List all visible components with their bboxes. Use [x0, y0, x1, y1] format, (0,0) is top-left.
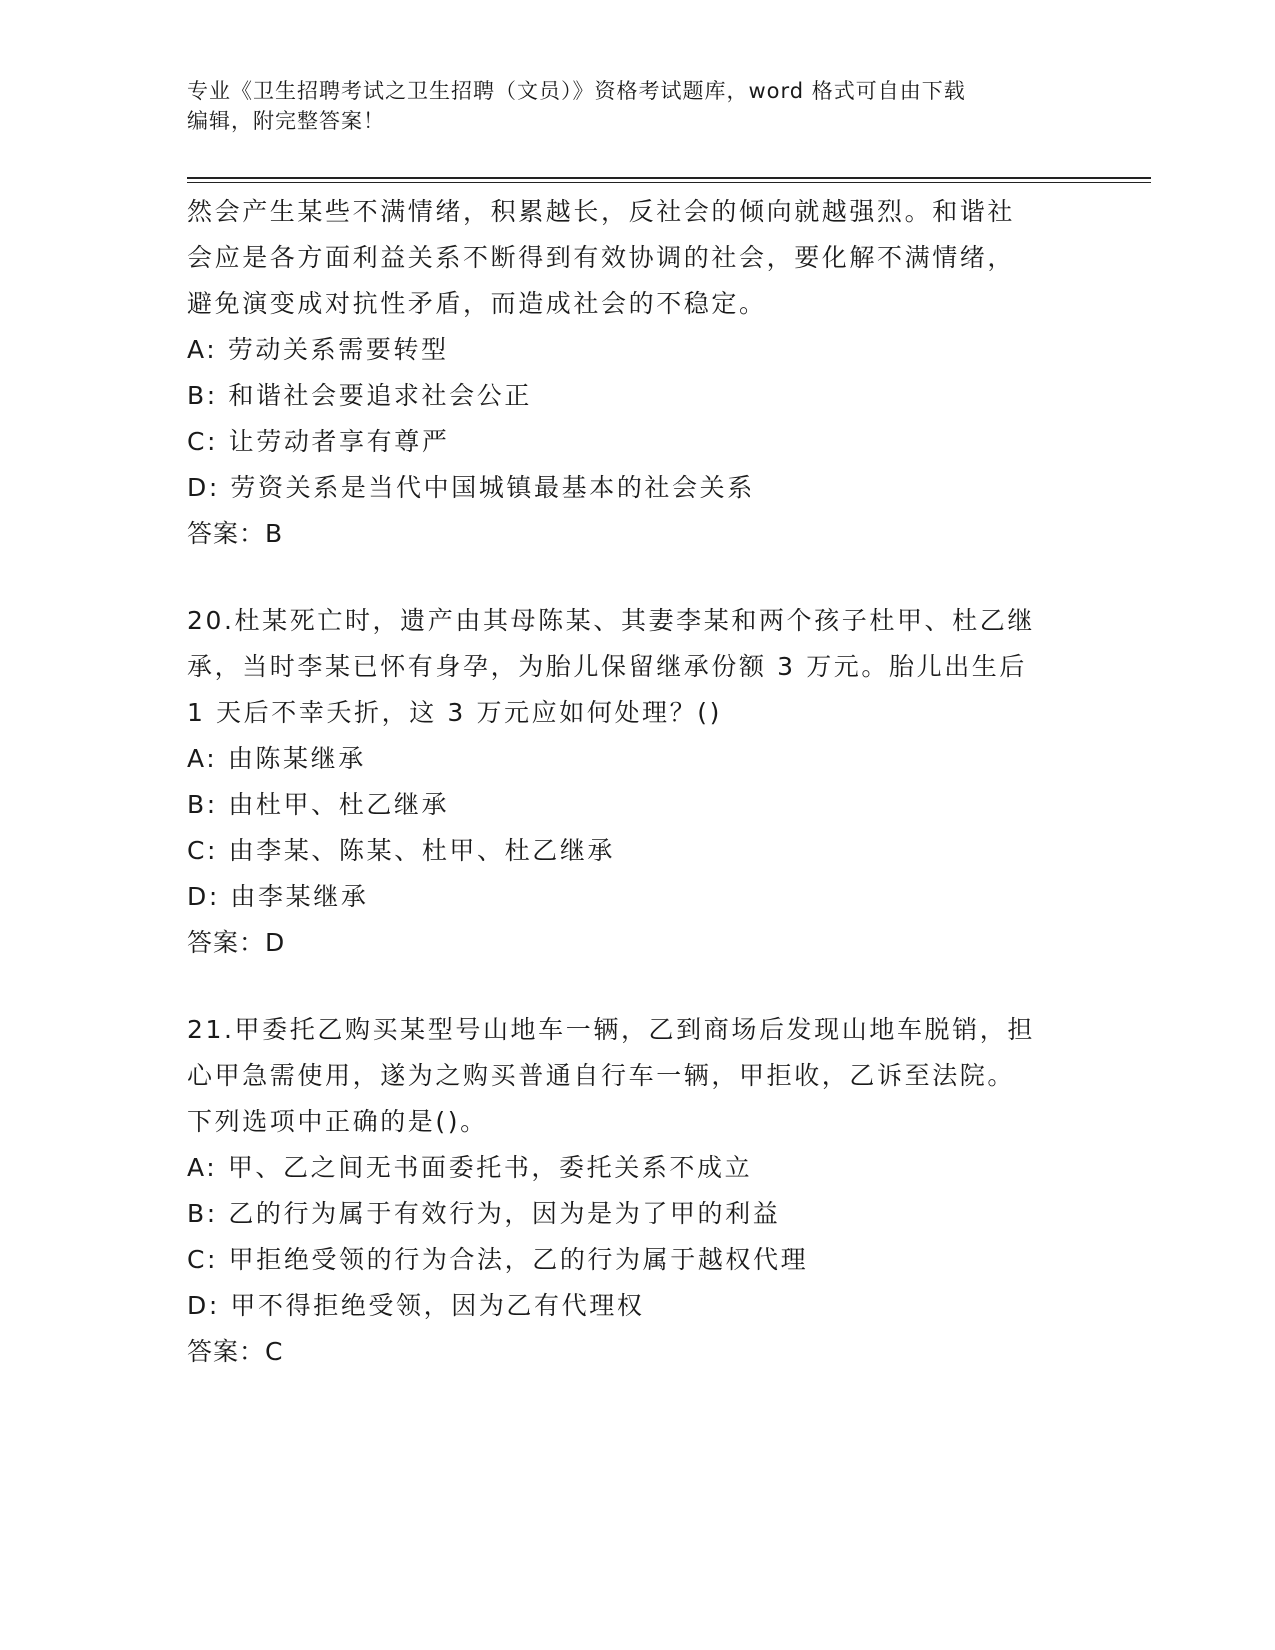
question-stem-line: 会应是各方面利益关系不断得到有效协调的社会，要化解不满情绪， — [187, 243, 1016, 272]
option-a: A: 劳动关系需要转型 — [187, 335, 449, 364]
question-stem-line: 避免演变成对抗性矛盾，而造成社会的不稳定。 — [187, 289, 767, 318]
option-b: B: 和谐社会要追求社会公正 — [187, 381, 532, 410]
option-c: C: 甲拒绝受领的行为合法，乙的行为属于越权代理 — [187, 1245, 809, 1274]
option-c: C: 由李某、陈某、杜甲、杜乙继承 — [187, 836, 616, 865]
header-line-2: 编辑，附完整答案！ — [187, 109, 385, 133]
question-spacer — [187, 966, 1107, 1007]
option-d: D: 由李某继承 — [187, 882, 369, 911]
option-c: C: 让劳动者享有尊严 — [187, 427, 450, 456]
question-stem-line: 20.杜某死亡时，遗产由其母陈某、其妻李某和两个孩子杜甲、杜乙继 — [187, 606, 1035, 635]
question-stem-line: 21.甲委托乙购买某型号山地车一辆，乙到商场后发现山地车脱销，担 — [187, 1015, 1035, 1044]
question-stem-line: 然会产生某些不满情绪，积累越长，反社会的倾向就越强烈。和谐社 — [187, 197, 1016, 226]
document-header — [187, 76, 1067, 136]
header-divider-thick — [187, 177, 1151, 179]
option-d: D: 劳资关系是当代中国城镇最基本的社会关系 — [187, 473, 755, 502]
question-block-21 — [187, 1007, 1107, 1375]
answer-line: 答案：C — [187, 1337, 284, 1366]
option-a: A: 甲、乙之间无书面委托书，委托关系不成立 — [187, 1153, 753, 1182]
question-stem-line: 1 天后不幸夭折，这 3 万元应如何处理？() — [187, 698, 722, 727]
question-stem-line: 下列选项中正确的是()。 — [187, 1107, 488, 1136]
option-a: A: 由陈某继承 — [187, 744, 366, 773]
answer-line: 答案：B — [187, 519, 284, 548]
header-line-1: 专业《卫生招聘考试之卫生招聘（文员）》资格考试题库，word 格式可自由下载 — [187, 79, 966, 103]
option-b: B: 乙的行为属于有效行为，因为是为了甲的利益 — [187, 1199, 781, 1228]
question-stem-line: 心甲急需使用，遂为之购买普通自行车一辆，甲拒收，乙诉至法院。 — [187, 1061, 1016, 1090]
question-spacer — [187, 557, 1107, 598]
question-block-19 — [187, 189, 1107, 557]
option-d: D: 甲不得拒绝受领，因为乙有代理权 — [187, 1291, 645, 1320]
question-stem-line: 承，当时李某已怀有身孕，为胎儿保留继承份额 3 万元。胎儿出生后 — [187, 652, 1028, 681]
question-block-20 — [187, 598, 1107, 966]
answer-line: 答案：D — [187, 928, 286, 957]
option-b: B: 由杜甲、杜乙继承 — [187, 790, 450, 819]
header-divider-thin — [187, 182, 1151, 183]
document-body — [187, 189, 1107, 1375]
